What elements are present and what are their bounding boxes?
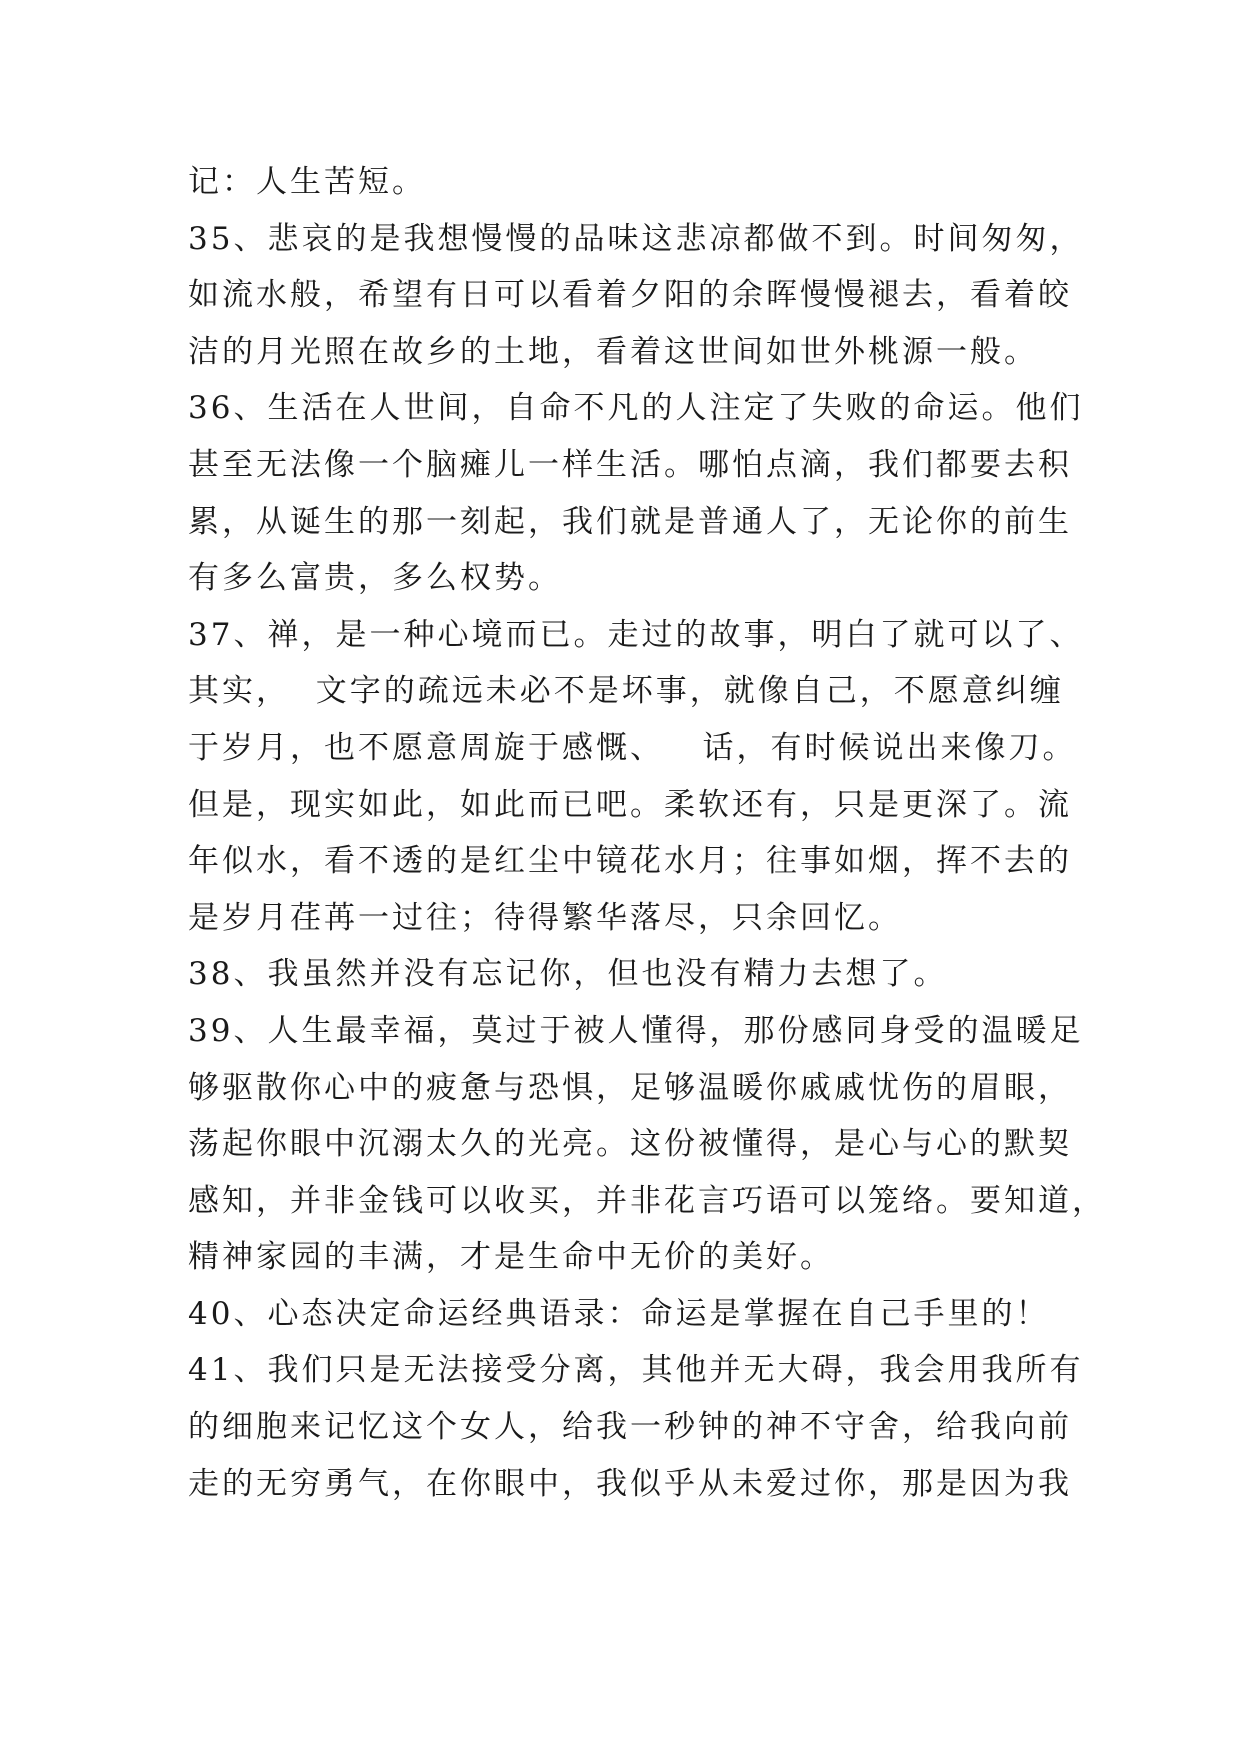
text-line: 感知，并非金钱可以收买，并非花言巧语可以笼络。要知道， — [188, 1182, 1106, 1219]
text-line: 但是，现实如此，如此而已吧。柔软还有，只是更深了。流 — [188, 786, 1072, 823]
text-line: 记：人生苦短。 — [188, 164, 426, 200]
text-line: 是岁月荏苒一过往；待得繁华落尽，只余回忆。 — [188, 899, 902, 936]
text-line: 35、悲哀的是我想慢慢的品味这悲凉都做不到。时间匆匆， — [188, 220, 1084, 257]
text-line: 走的无穷勇气，在你眼中，我似乎从未爱过你，那是因为我 — [188, 1465, 1072, 1502]
text-line: 41、我们只是无法接受分离，其他并无大碍，我会用我所有 — [188, 1352, 1084, 1389]
text-line: 精神家园的丰满，才是生命中无价的美好。 — [188, 1239, 834, 1276]
text-line: 洁的月光照在故乡的土地，看着这世间如世外桃源一般。 — [188, 333, 1038, 370]
text-line: 40、心态决定命运经典语录：命运是掌握在自己手里的！ — [188, 1295, 1050, 1332]
text-line: 荡起你眼中沉溺太久的光亮。这份被懂得，是心与心的默契 — [188, 1126, 1072, 1163]
text-line: 甚至无法像一个脑瘫儿一样生活。哪怕点滴，我们都要去积 — [188, 446, 1072, 483]
text-line: 37、禅，是一种心境而已。走过的故事，明白了就可以了、 — [188, 616, 1084, 653]
text-line: 的细胞来记忆这个女人，给我一秒钟的神不守舍，给我向前 — [188, 1409, 1072, 1446]
text-line: 年似水，看不透的是红尘中镜花水月；往事如烟，挥不去的 — [188, 843, 1072, 880]
text-line: 有多么富贵，多么权势。 — [188, 560, 562, 597]
text-line: 如流水般，希望有日可以看着夕阳的余晖慢慢褪去，看着皎 — [188, 277, 1072, 314]
text-line: 38、我虽然并没有忘记你，但也没有精力去想了。 — [188, 956, 948, 993]
text-line: 累，从诞生的那一刻起，我们就是普通人了，无论你的前生 — [188, 503, 1072, 540]
text-line: 于岁月，也不愿意周旋于感慨、 话，有时候说出来像刀。 — [188, 729, 1077, 766]
text-line: 其实， 文字的疏远未必不是坏事，就像自己，不愿意纠缠 — [188, 673, 1064, 710]
text-line: 够驱散你心中的疲惫与恐惧，足够温暖你戚戚忧伤的眉眼， — [188, 1069, 1072, 1106]
text-line: 39、人生最幸福，莫过于被人懂得，那份感同身受的温暖足 — [188, 1012, 1084, 1049]
text-line: 36、生活在人世间，自命不凡的人注定了失败的命运。他们 — [188, 390, 1084, 427]
body-text — [188, 154, 1106, 1512]
